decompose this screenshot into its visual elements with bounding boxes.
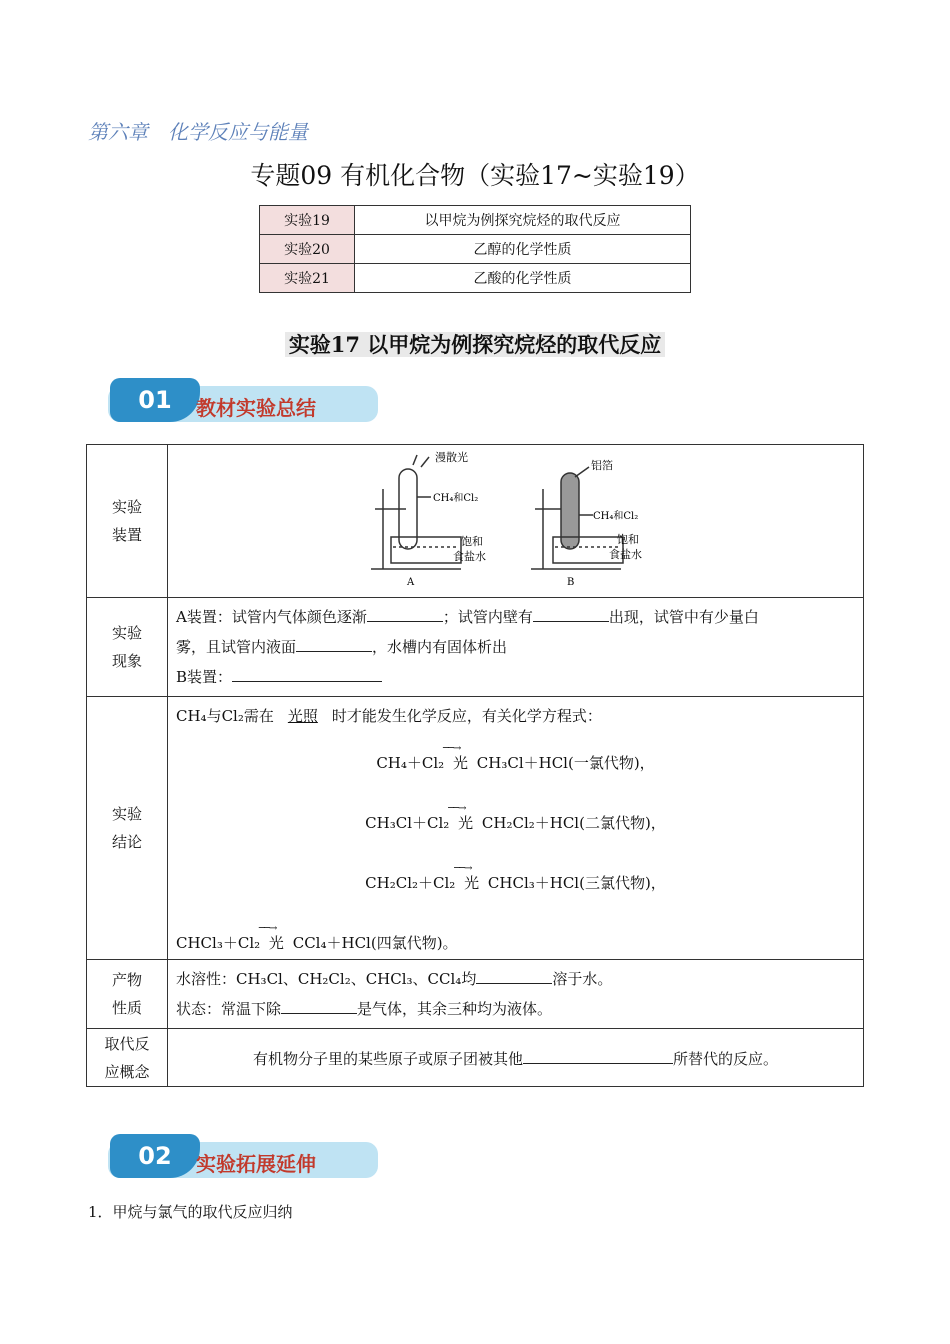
toc-value: 乙酸的化学性质: [355, 264, 691, 293]
row-concept: [87, 1029, 864, 1087]
phenomenon-cell: A装置：试管内气体颜色逐渐 ；试管内壁有 出现，试管中有少量白 雾，且试管内液面 ，水槽内有固体析出 B装置：: [168, 598, 864, 697]
row-header: 实验 装置: [87, 445, 168, 598]
toc-row: [260, 235, 691, 264]
toc-row: [260, 264, 691, 293]
page-title: 专题09 有机化合物（实验17~实验19）: [250, 161, 700, 190]
row-header: 实验 结论: [87, 697, 168, 960]
toc-table: [259, 205, 691, 293]
row-apparatus: [87, 445, 864, 598]
section-number: 02: [110, 1134, 200, 1178]
toc-key: 实验19: [260, 206, 355, 235]
section-number: 01: [110, 378, 200, 422]
row-conclusion: [87, 697, 864, 960]
liquid-label-b2: 食盐水: [608, 548, 642, 561]
foil-label: 铝箔: [590, 459, 613, 472]
liquid-label-a1: 饱和: [460, 535, 483, 548]
row-header: 实验 现象: [87, 598, 168, 697]
apparatus-cell: [168, 445, 864, 598]
light-label: 漫散光: [434, 451, 468, 464]
chapter-heading: 第六章 化学反应与能量: [88, 120, 308, 144]
property-cell: 水溶性：CH₃Cl、CH₂Cl₂、CHCl₃、CCl₄均 溶于水。 状态：常温下除 是气体，其余三种均为液体。: [168, 960, 864, 1029]
tag-a: A: [406, 577, 414, 588]
toc-row: [260, 206, 691, 235]
section-banner-01: [88, 378, 378, 426]
toc-value: 乙醇的化学性质: [355, 235, 691, 264]
gas-label-b: CH₄和Cl₂: [592, 511, 638, 522]
liquid-label-b1: 饱和: [616, 533, 639, 546]
row-header: 取代反 应概念: [87, 1029, 168, 1087]
section-label: 教材实验总结: [196, 396, 316, 420]
list-item: 1．甲烷与氯气的取代反应归纳: [88, 1203, 293, 1221]
toc-key: 实验20: [260, 235, 355, 264]
gas-label-a: CH₄和Cl₂: [432, 493, 478, 504]
toc-key: 实验21: [260, 264, 355, 293]
row-header: 产物 性质: [87, 960, 168, 1029]
equation-4: CHCl₃＋Cl₂ ──→ 光 CCl₄＋HCl(四氯代物)。: [176, 923, 458, 952]
row-property: [87, 960, 864, 1029]
concept-cell: 有机物分子里的某些原子或原子团被其他 所替代的反应。: [168, 1029, 864, 1087]
row-phenomenon: [87, 598, 864, 697]
experiment-title: 实验17 以甲烷为例探究烷烃的取代反应: [0, 329, 950, 359]
equation-2: CH₃Cl＋Cl₂ ──→ 光 CH₂Cl₂＋HCl(二氯代物)，: [365, 803, 666, 832]
liquid-label-a2: 食盐水: [452, 550, 486, 563]
tag-b: B: [566, 577, 574, 588]
toc-value: 以甲烷为例探究烷烃的取代反应: [355, 206, 691, 235]
apparatus-a: [371, 455, 461, 569]
equation-3: CH₂Cl₂＋Cl₂ ──→ 光 CHCl₃＋HCl(三氯代物)，: [365, 863, 666, 892]
section-banner-02: [88, 1134, 378, 1182]
conclusion-cell: CH₄与Cl₂需在 光照 时才能发生化学反应，有关化学方程式： CH₄＋Cl₂ ──→ 光 CH₃Cl＋HCl(一氯代物)， CH₃Cl＋Cl₂ ──→ 光 CH₂Cl₂＋HCl(二氯代物)， CH₂Cl₂＋Cl₂ ──→ 光 CHCl₃＋HCl(三氯代物)， CHCl₃＋Cl₂ ──→ 光 CCl₄＋HCl(四氯代物)。: [168, 697, 864, 960]
equation-1: CH₄＋Cl₂ ──→ 光 CH₃Cl＋HCl(一氯代物)，: [376, 743, 655, 772]
answer-blank: 光照: [287, 707, 318, 725]
summary-table: [86, 444, 864, 1087]
apparatus-diagram: [361, 449, 671, 589]
section-label: 实验拓展延伸: [196, 1152, 316, 1176]
